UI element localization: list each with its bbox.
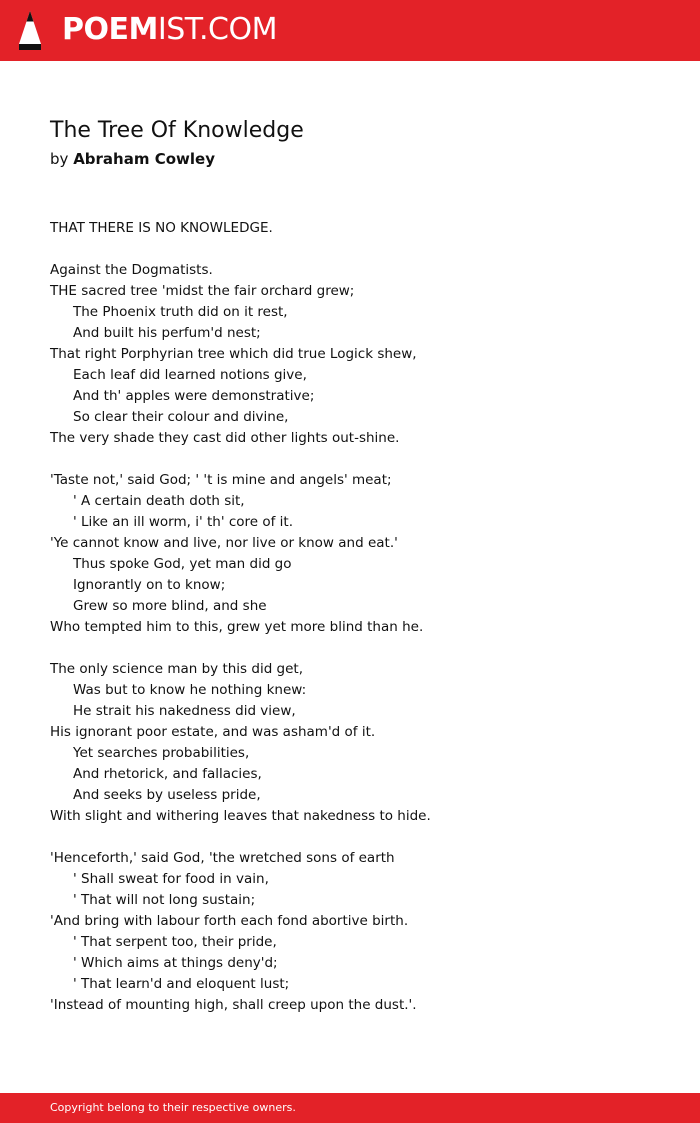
stanza-break	[50, 638, 670, 659]
poem-line: And th' apples were demonstrative;	[73, 388, 315, 404]
poem-line: The very shade they cast did other lights out-shine.	[50, 430, 400, 446]
poem-line: Yet searches probabilities,	[73, 745, 250, 761]
poem-title: The Tree Of Knowledge	[50, 118, 304, 143]
poem-line: That right Porphyrian tree which did true Logick shew,	[50, 346, 417, 362]
poem-line: Ignorantly on to know;	[73, 577, 226, 593]
stanza-break	[50, 239, 670, 260]
poem-line: ' A certain death doth sit,	[73, 493, 245, 509]
poem-line: ' That learn'd and eloquent lust;	[73, 976, 290, 992]
logo-text-light: IST.COM	[157, 12, 277, 47]
stanza-break	[50, 827, 670, 848]
poem-line: 'And bring with labour forth each fond abortive birth.	[50, 913, 409, 929]
poem-line: His ignorant poor estate, and was asham'd of it.	[50, 724, 376, 740]
poem-line: Grew so more blind, and she	[73, 598, 267, 614]
poem-line: And rhetorick, and fallacies,	[73, 766, 262, 782]
poem-line: Was but to know he nothing knew:	[73, 682, 307, 698]
poem-line: THE sacred tree 'midst the fair orchard grew;	[50, 283, 355, 299]
poem-line: ' Shall sweat for food in vain,	[73, 871, 269, 887]
logo-text-bold: POEM	[62, 12, 158, 47]
poem-line: He strait his nakedness did view,	[73, 703, 296, 719]
site-footer	[0, 1093, 700, 1123]
poem-line: ' That serpent too, their pride,	[73, 934, 277, 950]
poem-line: So clear their colour and divine,	[73, 409, 289, 425]
poem-line: 'Taste not,' said God; ' 't is mine and angels' meat;	[50, 472, 392, 488]
poem-line: Who tempted him to this, grew yet more blind than he.	[50, 619, 424, 635]
poem-line: Each leaf did learned notions give,	[73, 367, 307, 383]
site-logo[interactable]	[62, 11, 277, 49]
poem-line: And built his perfum'd nest;	[73, 325, 261, 341]
poem-byline	[50, 148, 215, 170]
stanza-break	[50, 449, 670, 470]
poem-line: 'Instead of mounting high, shall creep upon the dust.'.	[50, 997, 417, 1013]
poem-line: ' That will not long sustain;	[73, 892, 256, 908]
site-header	[0, 0, 700, 61]
pencil-logo-icon[interactable]	[18, 10, 42, 51]
poem-line: 'Ye cannot know and live, nor live or know and eat.'	[50, 535, 398, 551]
byline-prefix: by	[50, 150, 69, 168]
poem-author: Abraham Cowley	[73, 150, 215, 168]
poem-line: And seeks by useless pride,	[73, 787, 261, 803]
poem-body	[50, 218, 670, 1016]
poem-line: Against the Dogmatists.	[50, 262, 213, 278]
poem-line: The only science man by this did get,	[50, 661, 304, 677]
poem-line: 'Henceforth,' said God, 'the wretched sons of earth	[50, 850, 395, 866]
poem-line: Thus spoke God, yet man did go	[73, 556, 292, 572]
poem-line: ' Like an ill worm, i' th' core of it.	[73, 514, 293, 530]
poem-line: With slight and withering leaves that nakedness to hide.	[50, 808, 431, 824]
poem-line: THAT THERE IS NO KNOWLEDGE.	[50, 220, 273, 236]
poem-line: The Phoenix truth did on it rest,	[73, 304, 288, 320]
poem-line: ' Which aims at things deny'd;	[73, 955, 278, 971]
footer-copyright: Copyright belong to their respective owners.	[50, 1101, 296, 1114]
